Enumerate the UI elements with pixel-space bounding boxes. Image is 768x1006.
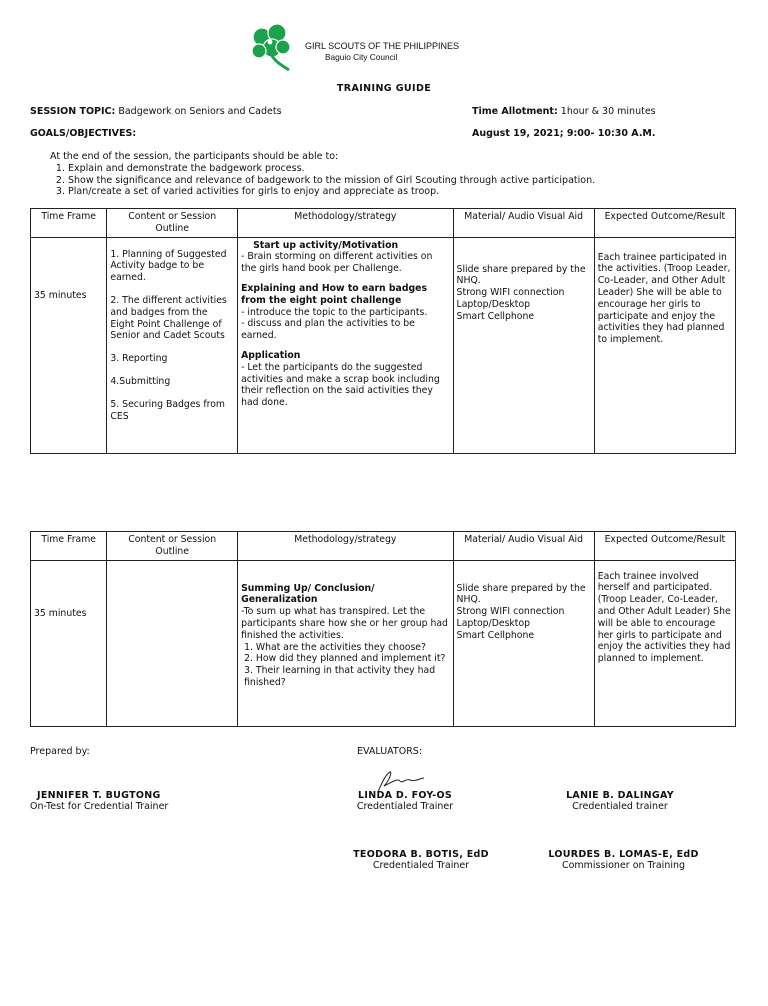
material-item: Slide share prepared by the NHQ. — [456, 582, 586, 606]
evaluator-role: Credentialed Trainer — [372, 860, 470, 871]
trefoil-clover-icon — [249, 20, 297, 72]
gsp-trefoil-logo — [249, 20, 297, 72]
evaluator-name: TEODORA B. BOTIS, EdD — [353, 849, 489, 860]
session-topic-value: Badgework on Seniors and Cadets — [118, 106, 282, 117]
outline-item: 2. The different activities and badges from the Eight Point Challenge of Senior and Cadet Scouts — [110, 294, 227, 342]
objectives-list — [50, 163, 595, 198]
outline-item: 4.Submitting — [110, 375, 171, 387]
header-content-outline: Content or Session Outline — [107, 532, 238, 561]
outcome-text: Each trainee involved herself and participated. (Troop Leader, Co-Leader, and Other Adult Leader) She will be able to encourage her girls to participate and enjoy the activities they had planned to implement. — [597, 570, 731, 665]
preparer-name: JENNIFER T. BUGTONG — [37, 790, 161, 801]
training-table-1 — [30, 208, 736, 454]
method-text: - introduce the topic to the participants. — [241, 306, 428, 318]
evaluator-name: LINDA D. FOY-OS — [358, 790, 452, 801]
cell-outcome — [594, 237, 735, 453]
header-outcome: Expected Outcome/Result — [594, 532, 735, 561]
header-materials: Material/ Audio Visual Aid — [453, 209, 594, 238]
evaluator-role: Commissioner on Training — [561, 860, 686, 871]
method-heading: Application — [241, 349, 301, 361]
table-header-row — [31, 209, 736, 238]
evaluators-label: EVALUATORS: — [357, 746, 423, 757]
org-name: GIRL SCOUTS OF THE PHILIPPINES — [305, 41, 460, 51]
method-heading: Summing Up/ Conclusion/ Generalization — [241, 582, 375, 606]
objectives-intro: At the end of the session, the participants should be able to: — [50, 151, 339, 162]
evaluator-block — [545, 790, 695, 812]
method-heading: Explaining and How to earn badges from the eight point challenge — [241, 282, 427, 306]
preparer-role: On-Test for Credential Trainer — [30, 801, 169, 812]
council-name: Baguio City Council — [325, 52, 398, 62]
objectives — [50, 151, 595, 198]
time-allotment-line — [472, 106, 656, 117]
cell-outcome — [594, 560, 735, 726]
cell-methodology — [238, 560, 453, 726]
header-methodology: Methodology/strategy — [238, 209, 453, 238]
material-item: Smart Cellphone — [456, 310, 535, 322]
outline-item: 3. Reporting — [110, 353, 168, 365]
session-topic-line — [30, 106, 282, 117]
training-table-2 — [30, 531, 736, 727]
evaluator-block — [340, 849, 502, 871]
method-question: 3. Their learning in that activity they had finished? — [244, 665, 436, 688]
cell-time-frame: 35 minutes — [31, 560, 107, 726]
cell-outline — [107, 560, 238, 726]
time-allotment-label: Time Allotment: — [472, 106, 558, 117]
material-item: Smart Cellphone — [456, 629, 535, 641]
material-item: Strong WIFI connection — [456, 606, 565, 618]
preparer-block — [30, 790, 210, 812]
evaluator-name: LOURDES B. LOMAS-E, EdD — [548, 849, 699, 860]
evaluator-block — [536, 849, 711, 871]
outline-item: 1. Planning of Suggested Activity badge to be earned. — [110, 248, 227, 284]
outcome-text: Each trainee participated in the activities. (Troop Leader, Co-Leader, and Other Adult Leader) She will be able to encourage her girls to participate and enjoy the activities they had planned to implement. — [597, 251, 731, 346]
header-materials: Material/ Audio Visual Aid — [453, 532, 594, 561]
table-row — [31, 237, 736, 453]
goals-label: GOALS/OBJECTIVES: — [30, 128, 137, 139]
method-question: 1. What are the activities they choose? — [244, 641, 426, 653]
evaluator-name: LANIE B. DALINGAY — [566, 790, 674, 801]
objective-item: 2. Show the significance and relevance of badgework to the mission of Girl Scouting through active participation. — [68, 175, 595, 187]
cell-time-frame: 35 minutes — [31, 237, 107, 453]
material-item: Strong WIFI connection — [456, 287, 565, 299]
doc-title: TRAINING GUIDE — [336, 83, 432, 94]
header-content-outline: Content or Session Outline — [107, 209, 238, 238]
prepared-by-label: Prepared by: — [30, 746, 90, 757]
cell-outline — [107, 237, 238, 453]
material-item: Laptop/Desktop — [456, 298, 531, 310]
cell-methodology — [238, 237, 453, 453]
method-question: 2. How did they planned and implement it? — [244, 653, 446, 665]
material-item: Slide share prepared by the NHQ. — [456, 263, 586, 287]
method-text: - Brain storming on different activities on the girls hand book per Challenge. — [241, 251, 433, 275]
evaluator-role: Credentialed trainer — [572, 801, 668, 812]
evaluator-role: Credentialed Trainer — [356, 801, 454, 812]
cell-materials — [453, 237, 594, 453]
objective-item: 1. Explain and demonstrate the badgework process. — [68, 163, 595, 175]
session-topic-label: SESSION TOPIC: — [30, 106, 116, 117]
method-text: - discuss and plan the activities to be earned. — [241, 318, 415, 342]
cell-materials — [453, 560, 594, 726]
material-item: Laptop/Desktop — [456, 617, 531, 629]
header-outcome: Expected Outcome/Result — [594, 209, 735, 238]
method-text: -To sum up what has transpired. Let the participants share how she or her group had finished the activities. — [241, 606, 448, 641]
table-row — [31, 560, 736, 726]
outline-item: 5. Securing Badges from CES — [110, 398, 225, 422]
evaluator-block — [340, 790, 470, 812]
header-methodology: Methodology/strategy — [238, 532, 453, 561]
header-time-frame: Time Frame — [31, 532, 107, 561]
table-header-row — [31, 532, 736, 561]
header-time-frame: Time Frame — [31, 209, 107, 238]
method-text: - Let the participants do the suggested activities and make a scrap book including their reflection on the said activities they had done. — [241, 361, 440, 409]
method-heading: Start up activity/Motivation — [253, 239, 399, 251]
time-allotment-value: 1hour & 30 minutes — [560, 106, 656, 117]
session-date: August 19, 2021; 9:00- 10:30 A.M. — [472, 128, 656, 139]
objective-item: 3. Plan/create a set of varied activities for girls to enjoy and appreciate as troop. — [68, 186, 595, 198]
